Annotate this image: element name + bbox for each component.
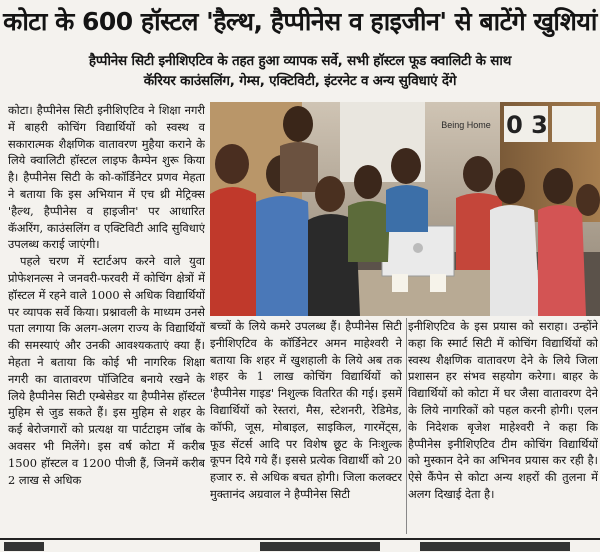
article-column-1 [8,102,205,542]
article-paragraph: कोटा। हैप्पीनेस सिटी इनीशिएटिव ने शिक्षा नगरी में बाहरी कोचिंग विद्यार्थियों को स्वस्थ व सकारात्मक शैक्षणिक वातावरण मुहैया कराने के लिये क्वालिटी हॉस्टल लाइफ कैम्पेन शुरू किया है। हैप्पीनेस सिटी के को-कॉर्डिनेटर प्रणव मेहता ने बताया कि इस अभियान में एच थ्री मेट्रिक्स 'हैल्थ, हैप्पीनेस व हाइजीन' पर आधारित कॅअरिंग, काउंसलिंग व एक्टिविटी आदि सुविधाएं उपलब्ध कराई जाएंगी। [8,103,205,252]
subheadline-line-2: कॅरियर काउंसलिंग, गेम्स, एक्टिविटी, इंटरनेट व अन्य सुविधाएं देंगे [143,73,457,89]
article-column-3 [408,318,598,536]
article-paragraph: इनीशिएटिव के इस प्रयास को सराहा। उन्होंने कहा कि स्मार्ट सिटी में कोचिंग विद्यार्थियों को स्वस्थ शैक्षणिक वातावरण देने के लिये जिला प्रशासन हर संभव सहयोग करेगा। बाहर के विद्यार्थियों को कोटा में घर जैसा वातावरण देने के लिये नागरिकों को पहल करनी होगी। एलन के निदेशक बृजेश माहेश्वरी ने कहा कि हैप्पीनेस इनीशिएटिव टीम कोचिंग विद्यार्थियों को मुस्कान देने का अभिनव प्रयास कर रही है। ऐसे कैंपेन से कोटा अन्य शहरों की तुलना में अलग दिखाई देता है। [408,319,598,501]
student-body [256,196,312,316]
student-body [386,185,428,232]
cropped-text [4,542,44,551]
student-body [210,187,260,316]
laptop-logo-icon [413,243,423,253]
photo-illustration [210,102,600,316]
headline: कोटा के 600 हॉस्टल 'हैल्थ, हैप्पीनेस व हाइजीन' से बाटेंगे खुशियां [3,7,597,36]
next-article-strip [0,540,600,552]
student-head [576,184,600,216]
cup-shape [430,274,446,292]
student-head [315,176,345,212]
student-head [543,168,573,204]
column-divider [406,318,407,534]
student-head [495,168,525,204]
cropped-text [260,542,380,551]
article-column-2 [210,318,402,536]
cropped-text [420,542,570,551]
group-photo [210,102,600,316]
student-head [391,148,421,184]
article-paragraph: पहले चरण में स्टार्टअप करने वाले युवा प्रोफेशनल्स ने जनवरी-फरवरी में कोचिंग क्षेत्रों में हॉस्टल में रहने वाले 1000 से अधिक विद्यार्थियों पर व्यापक सर्वे किया। प्रश्नावली के माध्यम उनसे पता लगाया कि अलग-अलग राज्य के विद्यार्थियों की समस्याएं और उनकी आवश्यकताएं क्या हैं। मेहता ने बताया कि कोई भी नागरिक शिक्षा नगरी का वातावरण पॉजिटिव बनाये रखने के लिये हैप्पीनेस सिटी एम्बेसेडर या हैप्पीनेस हॉस्टल मुहिम से जुड सकते हैं। इस मुहिम से शहर के कई बेरोजगारों को प्रत्यक्ष या पार्टटाइम जॉब के अवसर भी मिलेंगे। इस वर्ष कोटा में करीब 1500 हॉस्टल व 1200 पीजी हैं, जिनमें करीब 2 लाख से अधिक [8,254,205,487]
cup-shape [392,274,408,292]
student-head [463,156,493,192]
wall-sign: Being Home [441,120,491,130]
student-body [490,205,540,316]
subheadline-line-1: हैप्पीनेस सिटी इनीशिएटिव के तहत हुआ व्यापक सर्वे, सभी हॉस्टल फूड क्वालिटी के साथ [88,53,512,69]
student-body [280,142,318,192]
student-head [215,144,249,184]
article-paragraph: बच्चों के लिये कमरे उपलब्ध हैं। हैप्पीनेस सिटी इनीशिएटिव के कॉर्डिनेटर अमन माहेश्वरी ने बताया कि शहर में खुशहाली के लिये अब तक शहर के 1 लाख कोचिंग विद्यार्थियों को 'हैप्पीनेस गाइड' निशुल्क वितरित की गई। इसमें विद्यार्थियों को रेस्तरां, मैस, स्टेशनरी, रेडिमेड, कॉफी, जूस, मोबाइल, साइकिल, गारमेंट्स, फूड सेंटर्स आदि पर विशेष छूट के निःशुल्क कूपन दिये गये हैं। इससे प्रत्येक विद्यार्थी को 20 हजार रु. से अधिक बचत होगी। जिला कलक्टर मुक्तानंद अग्रवाल ने हैप्पीनेस सिटी [210,319,402,501]
student-body [538,205,586,316]
student-head [283,106,313,142]
student-head [354,165,382,199]
student-body [348,201,390,262]
wall-digits: 0 3 [506,111,548,139]
wall-digit-panel [552,106,596,142]
